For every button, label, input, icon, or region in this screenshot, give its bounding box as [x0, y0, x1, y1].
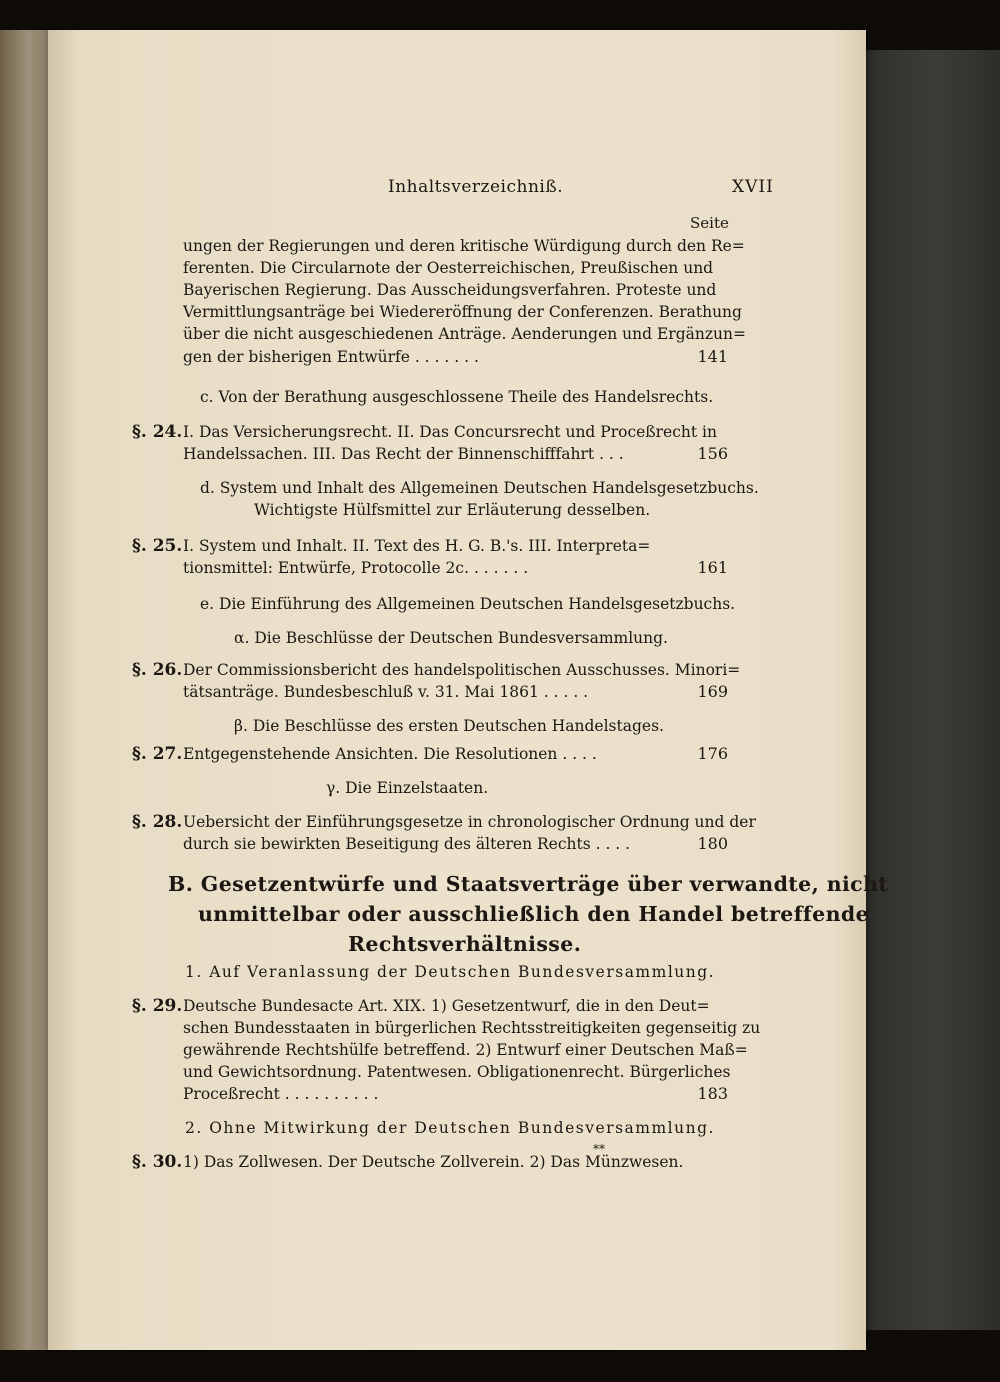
subheading: α. Die Beschlüsse der Deutschen Bundesversammlung.	[234, 629, 668, 647]
toc-line: über die nicht ausgeschiedenen Anträge. Aenderungen und Ergänzun=	[183, 325, 746, 343]
toc-line: ungen der Regierungen und deren kritische Würdigung durch den Re=	[183, 237, 745, 255]
subheading: 1. Auf Veranlassung der Deutschen Bundesversammlung.	[185, 963, 716, 981]
toc-line: tionsmittel: Entwürfe, Protocolle 2c. . . . . . .	[183, 559, 529, 577]
book-page	[48, 30, 889, 1350]
section-number: §. 24.	[132, 422, 183, 442]
toc-line: I. Das Versicherungsrecht. II. Das Concursrecht und Proceßrecht in	[183, 423, 717, 441]
signature-mark: **	[593, 1142, 605, 1156]
page-ref: 183	[697, 1084, 728, 1103]
page-ref: 169	[697, 682, 728, 701]
toc-line: Bayerischen Regierung. Das Ausscheidungsverfahren. Proteste und	[183, 281, 717, 299]
toc-line: tätsanträge. Bundesbeschluß v. 31. Mai 1861 . . . . .	[183, 683, 589, 701]
page-ref: 156	[697, 444, 728, 463]
part-heading: Rechtsverhältnisse.	[348, 932, 582, 956]
page-column-label: Seite	[690, 214, 729, 232]
subheading: 2. Ohne Mitwirkung der Deutschen Bundesversammlung.	[185, 1119, 715, 1137]
running-head-title: Inhaltsverzeichniß.	[388, 177, 564, 197]
toc-line: 1) Das Zollwesen. Der Deutsche Zollverein. 2) Das Münzwesen.	[183, 1153, 684, 1171]
part-heading: unmittelbar oder ausschließlich den Handel betreffende	[198, 902, 870, 926]
section-number: §. 29.	[132, 996, 183, 1016]
page-ref: 176	[697, 744, 728, 763]
section-number: §. 26.	[132, 660, 183, 680]
toc-line: Entgegenstehende Ansichten. Die Resolutionen . . . .	[183, 745, 597, 763]
subheading: Wichtigste Hülfsmittel zur Erläuterung desselben.	[254, 501, 651, 519]
page-ref: 180	[697, 834, 728, 853]
toc-line: ferenten. Die Circularnote der Oesterreichischen, Preußischen und	[183, 259, 714, 277]
toc-line: gen der bisherigen Entwürfe . . . . . . .	[183, 348, 479, 366]
toc-line: Uebersicht der Einführungsgesetze in chronologischer Ordnung und der	[183, 813, 756, 831]
toc-line: Der Commissionsbericht des handelspolitischen Ausschusses. Minori=	[183, 661, 741, 679]
subheading: c. Von der Berathung ausgeschlossene Theile des Handelsrechts.	[200, 388, 714, 406]
page-number: XVII	[732, 177, 774, 197]
page-ref: 161	[697, 558, 728, 577]
subheading: β. Die Beschlüsse des ersten Deutschen Handelstages.	[234, 717, 664, 735]
toc-line: und Gewichtsordnung. Patentwesen. Obligationenrecht. Bürgerliches	[183, 1063, 731, 1081]
toc-line: Deutsche Bundesacte Art. XIX. 1) Gesetzentwurf, die in den Deut=	[183, 997, 710, 1015]
section-number: §. 25.	[132, 536, 183, 556]
toc-line: I. System und Inhalt. II. Text des H. G. B.'s. III. Interpreta=	[183, 537, 651, 555]
page-ref: 141	[697, 347, 728, 366]
section-number: §. 30.	[132, 1152, 183, 1172]
toc-line: gewährende Rechtshülfe betreffend. 2) Entwurf einer Deutschen Maß=	[183, 1041, 748, 1059]
toc-line: Handelssachen. III. Das Recht der Binnenschifffahrt . . .	[183, 445, 624, 463]
subheading: d. System und Inhalt des Allgemeinen Deutschen Handelsgesetzbuchs.	[200, 479, 759, 497]
subheading: e. Die Einführung des Allgemeinen Deutschen Handelsgesetzbuchs.	[200, 595, 736, 613]
toc-line: schen Bundesstaaten in bürgerlichen Rechtsstreitigkeiten gegenseitig zu	[183, 1019, 761, 1037]
toc-line: Vermittlungsanträge bei Wiedereröffnung der Conferenzen. Berathung	[183, 303, 742, 321]
subheading: γ. Die Einzelstaaten.	[326, 779, 489, 797]
section-number: §. 28.	[132, 812, 183, 832]
toc-line: Proceßrecht . . . . . . . . . .	[183, 1085, 379, 1103]
toc-line: durch sie bewirkten Beseitigung des älteren Rechts . . . .	[183, 835, 631, 853]
section-number: §. 27.	[132, 744, 183, 764]
part-heading: B. Gesetzentwürfe und Staatsverträge über verwandte, nicht	[168, 872, 889, 896]
